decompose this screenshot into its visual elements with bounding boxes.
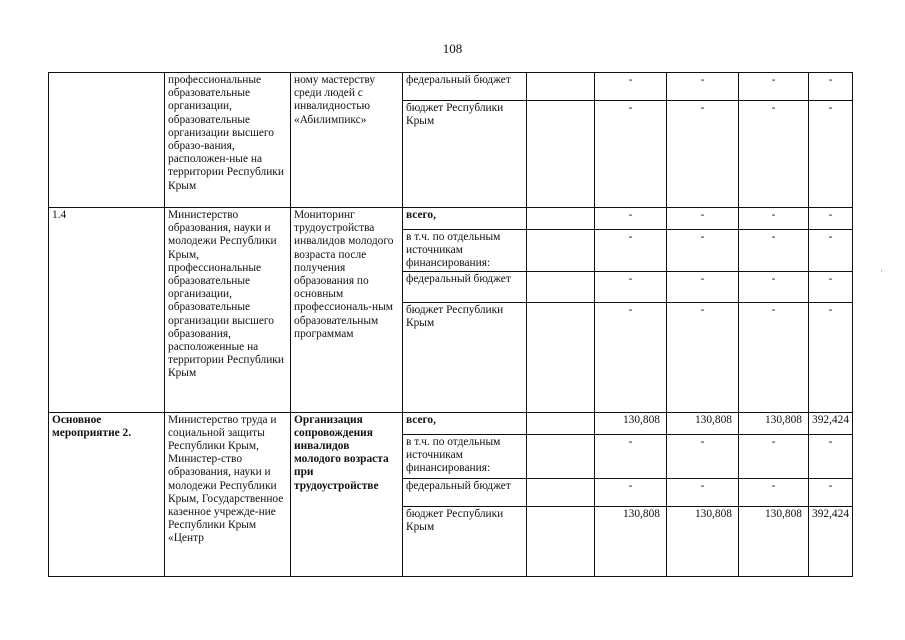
amount-cell: - [739,230,809,272]
amount-cell: - [739,302,809,412]
amount-cell: 130,808 [595,412,667,434]
amount-cell: - [667,434,739,478]
funding-source-cell: всего, [403,412,527,434]
funding-source-cell: всего, [403,208,527,230]
table-body [49,73,853,577]
amount-cell: - [739,271,809,302]
amount-cell: 130,808 [667,506,739,576]
amount-cell: 392,424 [809,506,853,576]
amount-cell: - [667,208,739,230]
executor-cell: Министерство образования, науки и молодежи Республики Крым, профессиональные образовательные организации, образовательные организации высшего образования, расположенные на территории Республики Крым [165,208,291,413]
empty-cell [527,478,595,506]
amount-cell: - [667,101,739,208]
amount-cell: - [809,208,853,230]
funding-source-cell: в т.ч. по отдельным источникам финансирования: [403,434,527,478]
amount-cell: - [595,101,667,208]
amount-cell: 130,808 [667,412,739,434]
amount-cell: 130,808 [739,412,809,434]
amount-cell: 130,808 [595,506,667,576]
table-row [49,412,853,434]
amount-cell: - [809,302,853,412]
row-number-cell [49,73,165,208]
amount-cell: - [667,302,739,412]
empty-cell [527,506,595,576]
activity-cell: ному мастерству среди людей с инвалидностью «Абилимпикс» [291,73,403,208]
funding-source-cell: федеральный бюджет [403,73,527,101]
amount-cell: - [809,230,853,272]
table-row [49,73,853,101]
budget-table [48,72,853,577]
empty-cell [527,208,595,230]
page-number: 108 [442,41,463,56]
funding-source-cell: федеральный бюджет [403,478,527,506]
empty-cell [527,230,595,272]
amount-cell: - [595,73,667,101]
amount-cell: - [809,101,853,208]
activity-cell: Организация сопровождения инвалидов молодого возраста при трудоустройстве [291,412,403,576]
funding-source-cell: федеральный бюджет [403,271,527,302]
amount-cell: - [809,434,853,478]
amount-cell: - [739,101,809,208]
amount-cell: - [809,73,853,101]
amount-cell: - [667,271,739,302]
funding-source-cell: бюджет Республики Крым [403,506,527,576]
amount-cell: - [667,478,739,506]
amount-cell: - [739,434,809,478]
executor-cell: профессиональные образовательные организации, образовательные организации высшего образо-вания, расположен-ные на территории Республики Крым [165,73,291,208]
empty-cell [527,101,595,208]
amount-cell: 130,808 [739,506,809,576]
amount-cell: - [595,230,667,272]
amount-cell: - [739,208,809,230]
empty-cell [527,271,595,302]
empty-cell [527,302,595,412]
table-row [49,208,853,230]
amount-cell: - [595,478,667,506]
empty-cell [527,73,595,101]
funding-source-cell: бюджет Республики Крым [403,101,527,208]
amount-cell: - [667,230,739,272]
amount-cell: - [809,478,853,506]
amount-cell: - [595,434,667,478]
row-number-cell: Основное мероприятие 2. [49,412,165,576]
empty-cell [527,412,595,434]
amount-cell: - [739,478,809,506]
funding-source-cell: в т.ч. по отдельным источникам финансирования: [403,230,527,272]
amount-cell: - [595,271,667,302]
scan-artifact-mark: · [880,266,883,276]
funding-source-cell: бюджет Республики Крым [403,302,527,412]
amount-cell: - [595,302,667,412]
amount-cell: - [739,73,809,101]
amount-cell: - [809,271,853,302]
executor-cell: Министерство труда и социальной защиты Республики Крым, Министер-ство образования, науки и молодежи Республики Крым, Государственное казенное учрежде-ние Республики Крым «Центр [165,412,291,576]
empty-cell [527,434,595,478]
amount-cell: - [667,73,739,101]
amount-cell: - [595,208,667,230]
activity-cell: Мониторинг трудоустройства инвалидов молодого возраста после получения образования по основным профессиональ-ным образовательным программам [291,208,403,413]
row-number-cell: 1.4 [49,208,165,413]
amount-cell: 392,424 [809,412,853,434]
